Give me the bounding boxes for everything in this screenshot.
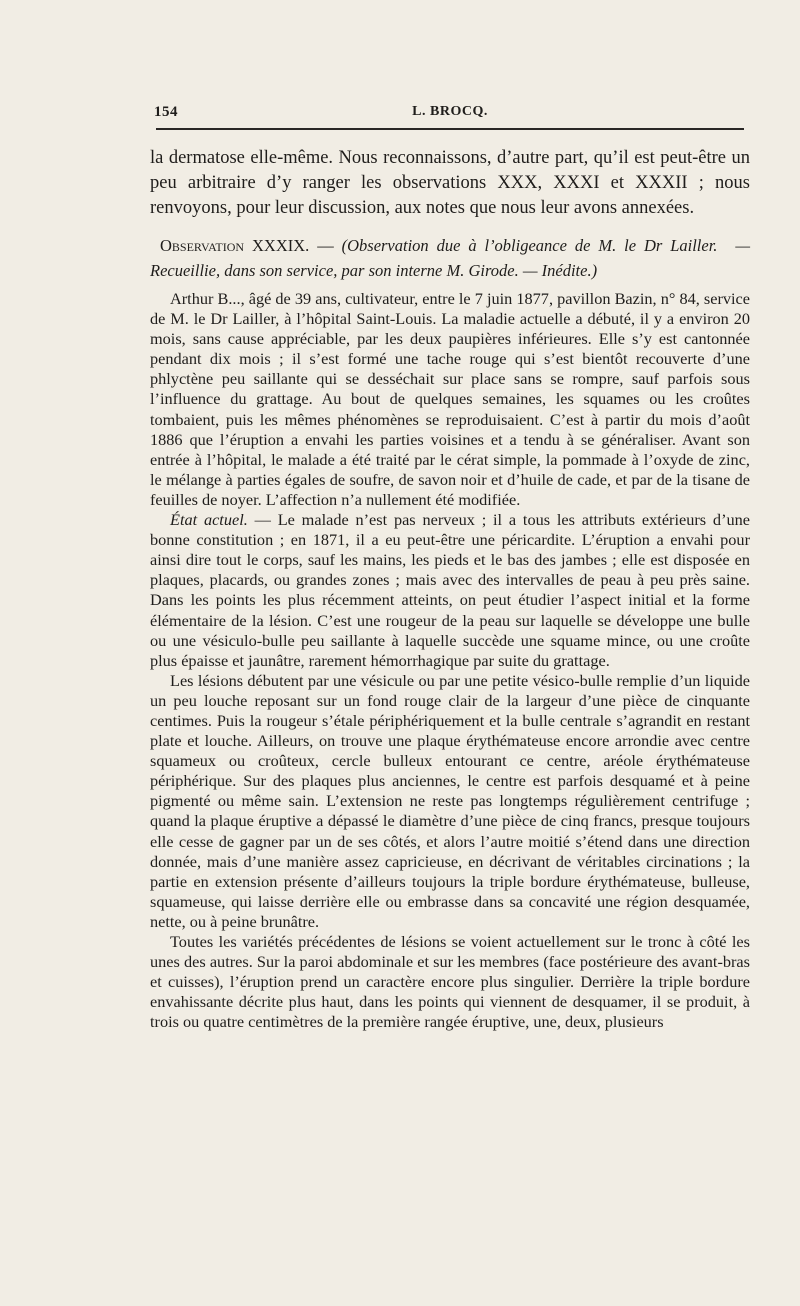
paragraph-patient-history: Arthur B..., âgé de 39 ans, cultivateur, entre le 7 juin 1877, pavillon Bazin, n° 84, service de M. le Dr Lailler, à l’hôpital Saint-Louis. La maladie actuelle a débuté, il y a environ 20 mois, sans cause appréciable, par les deux paupières inférieures. Elle s’y est cantonnée pendant dix mois ; il s’est formé une tache rouge qui s’est bientôt recouverte d’une phlyctène peu saillante qui se desséchait sur place sans se rompre, sauf parfois sous l’influence du grattage. Au bout de quelques semaines, les squames ou les croûtes tombaient, puis les mêmes phénomènes se reproduisaient. C’est à partir du mois d’août 1886 que l’éruption a envahi les parties voisines et a tendu à se généraliser. Avant son entrée à l’hôpital, le malade a été traité par le cérat simple, la pommade à l’oxyde de zinc, le mélange à parties égales de soufre, de savon noir et d’huile de cade, et par de la tisane de feuilles de noyer. L’affection n’a nullement été modifiée.	[150, 289, 750, 509]
observation-body	[150, 289, 750, 1032]
observation-source-line-2: — Recueillie, dans son service, par son interne M. Girode. — Inédite.)	[150, 236, 751, 280]
paragraph-eruption-varieties: Toutes les variétés précédentes de lésions se voient actuellement sur le tronc à côté les unes des autres. Sur la paroi abdominale et sur les membres (face postérieure des avant-bras et cuisses), l’éruption prend un caractère encore plus singulier. Derrière la triple bordure envahissante décrite plus haut, dans les points qui viennent de desquamer, il se produit, à trois ou quatre centimètres de la première rangée éruptive, une, deux, plusieurs	[150, 932, 750, 1032]
paragraph-current-state	[150, 510, 750, 671]
paragraph-lesion-description: Les lésions débutent par une vésicule ou par une petite vésico-bulle remplie d’un liquide un peu louche reposant sur un fond rouge clair de la largeur d’une pièce de cinquante centimes. Puis la rougeur s’étale périphériquement et la bulle centrale s’agrandit en restant plate et louche. Ailleurs, on trouve une plaque érythémateuse encore arrondie avec centre squameux ou croûteux, cercle bulleux entourant ce centre, aréole érythémateuse périphérique. Sur des plaques plus anciennes, le centre est parfois desquamé et à peine pigmenté ou même sain. L’extension ne reste pas longtemps régulièrement centrifuge ; quand la plaque éruptive a dépassé le diamètre d’une pièce de cinq francs, presque toujours elle cesse de gagner par un de ses côtés, et alors l’autre moitié s’étend dans une direction donnée, mais d’une manière assez capricieuse, en décrivant de véritables circinations ; la partie en extension présente d’ailleurs toujours la triple bordure érythémateuse, bulleuse, squameuse, qui laisse derrière elle ou embrasse dans sa concavité une région desquamée, nette, ou à peine brunâtre.	[150, 670, 750, 931]
observation-heading	[150, 233, 750, 283]
page-number: 154	[154, 104, 178, 120]
observation-dash: —	[309, 236, 342, 255]
running-title: L. BROCQ.	[412, 104, 488, 119]
current-state-heading: État actuel.	[170, 510, 248, 530]
book-page	[150, 100, 750, 1032]
lead-paragraph: la dermatose elle-même. Nous reconnaissons, d’autre part, qu’il est peut-être un peu arbitraire d’y ranger les observations XXX, XXXI et XXXII ; nous renvoyons, pour leur discussion, aux notes que nous leur avons annexées.	[150, 148, 750, 218]
current-state-text: — Le malade n’est pas nerveux ; il a tous les attributs extérieurs d’une bonne constitution ; en 1871, il a eu peut-être une péricardite. L’éruption a envahi pour ainsi dire tout le corps, sauf les mains, les pieds et le bas des jambes ; elle est disposée en plaques, placards, ou grandes zones ; mais avec des intervalles de peau à peu près saine. Dans les points les plus récemment atteints, on peut étudier l’aspect initial et la forme élémentaire de la lésion. C’est une rougeur de la peau sur laquelle se développe une bulle ou une vésiculo-bulle peu saillante à laquelle succède une squame mince, ou une croûte plus épaisse et jaunâtre, rarement hémorrhagique par suite du grattage.	[150, 510, 750, 670]
header-rule	[156, 128, 744, 130]
running-header	[150, 100, 750, 128]
observation-label: Observation XXXIX.	[160, 236, 310, 255]
observation-source-line-1: (Observation due à l’obligeance de M. le Dr Lailler.	[341, 236, 718, 255]
